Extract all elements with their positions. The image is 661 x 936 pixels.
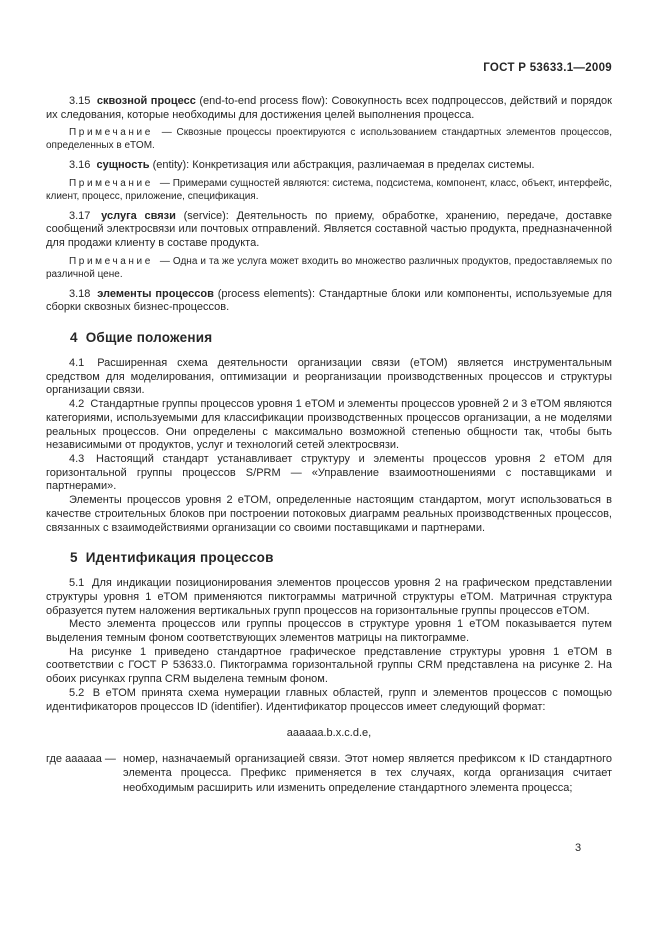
term-number: 3.18 [69,287,91,300]
paragraph-text: Стандартные группы процессов уровня 1 eTOM и элементы процессов уровней 2 и 3 eTOM являются категориями, используемыми для классификации производственных процессов организации, а не моделями реальных процессов. Они определены с максимально возможной степенью общности так, чтобы быть независимыми от продуктов, услуг и технологий сетей электросвязи. [46,398,612,452]
paragraph-5-1a: Место элемента процессов или группы процессов в структуре уровня 1 eTOM показывается путем выделения темным фоном соответствующих элементов матрицы на пиктограмме. [46,618,612,645]
term-definition: (end-to-end process flow): Совокупность всех подпроцессов, действий и порядок их следования, которые необходимы для достижения целей выполнения процесса. [46,95,612,121]
paragraph-number: 5.2 [69,686,85,699]
term-number: 3.16 [69,159,91,172]
term-3-18-paragraph [46,288,612,315]
note-text: — Сквозные процессы проектируются с использованием стандартных элементов процессов, определенных в eTOM. [46,127,613,152]
paragraph-number: 5.1 [69,577,85,590]
note-3-15 [46,127,612,153]
paragraph-text: Для индикации позиционирования элементов процессов уровня 2 на графическом представлении структуры уровня 1 eTOM применяются пиктограммы матричной структуры eTOM. Матричная структура образуется путем наложения вертикальных групп процессов на горизонтальные группы процессов eTOM. [46,577,612,617]
paragraph-number: 4.2 [69,398,85,411]
term-number: 3.17 [69,209,91,222]
term-name: сквозной процесс [96,95,196,107]
note-3-17 [46,256,612,282]
paragraph-5-2 [46,687,612,714]
paragraph-text: Расширенная схема деятельности организации связи (eTOM) является инструментальным средством для моделирования, оптимизации и реорганизации производственных процессов и структуры организации связи. [46,357,612,397]
term-3-15-paragraph [46,95,612,122]
note-3-16 [46,178,612,204]
section-title: Общие положения [85,330,213,346]
term-name: услуга связи [101,209,176,222]
section-4-heading [46,330,612,345]
paragraph-5-1b: На рисунке 1 приведено стандартное графическое представление структуры уровня 1 eTOM в соответствии с ГОСТ Р 53633.0. Пиктограмма горизонтальной группы CRM представлена на рисунке 2. На обоих рисунках группа CRM выделена темным фоном. [46,645,612,686]
section-5-heading [46,550,612,565]
page-content [46,62,612,795]
term-name: элементы процессов [97,287,214,300]
paragraph-4-continuation: Элементы процессов уровня 2 eTOM, определенные настоящим стандартом, могут использоваться в качестве строительных блоков при построении потоковых диаграмм реальных производственных процессов, связанных с взаимодействиями организации со своими поставщиками и партнерами. [46,494,612,534]
note-text: — Примерами сущностей являются: система, подсистема, компонент, класс, объект, интерфейс, клиент, процесс, приложение, спецификация. [46,177,612,202]
paragraph-4-1 [46,357,612,398]
note-text: — Одна и та же услуга может входить во множество различных продуктов, предоставляемых по различной цене. [46,255,613,280]
where-clause-label: где aaaaaa — [46,753,116,766]
term-definition: (entity): Конкретизация или абстракция, различаемая в пределах системы. [152,159,535,172]
paragraph-4-3 [46,453,612,494]
paragraph-number: 4.1 [69,357,85,370]
where-clause-text: номер, назначаемый организацией связи. Этот номер является префиксом к ID стандартного элемента процесса. Префикс применяется в тех случаях, когда организация считает необходимым расширить или изменить определение стандартного элемента процесса; [123,753,612,794]
term-definition: (service): Деятельность по приему, обработке, хранению, передаче, доставке сообщений электросвязи или почтовых отправлений. Является составной частью продукта, предназначенной для продажи клиенту в составе продукта. [46,209,613,250]
paragraph-number: 4.3 [69,452,85,465]
term-number: 3.15 [69,95,91,107]
paragraph-text: В eTOM принята схема нумерации главных областей, групп и элементов процессов с помощью идентификаторов процессов ID (identifier). Идентификатор процессов имеет следующий формат: [46,686,612,713]
section-title: Идентификация процессов [85,550,274,566]
paragraph-5-1 [46,577,612,618]
paragraph-4-2 [46,398,612,453]
term-3-17-paragraph [46,210,612,251]
page-number: 3 [575,842,582,854]
document-header: ГОСТ Р 53633.1—2009 [483,62,612,74]
term-3-16-paragraph [46,159,612,173]
section-number: 4 [70,330,78,346]
where-clause [46,752,612,795]
paragraph-text: Настоящий стандарт устанавливает структуру и элементы процессов уровня 2 eTOM для горизонтальной группы процессов S/PRM — «Управление взаимоотношениями с поставщиками и партнерами». [46,452,612,493]
term-name: сущность [96,159,150,172]
identifier-formula: aaaaaa.b.x.c.d.e, [286,727,372,740]
note-label: Примечание [69,177,153,189]
note-label: Примечание [69,127,153,139]
section-number: 5 [70,550,78,566]
note-label: Примечание [69,255,153,267]
term-definition: (process elements): Стандартные блоки или компоненты, используемые для сборки сквозных бизнес-процессов. [46,287,612,314]
